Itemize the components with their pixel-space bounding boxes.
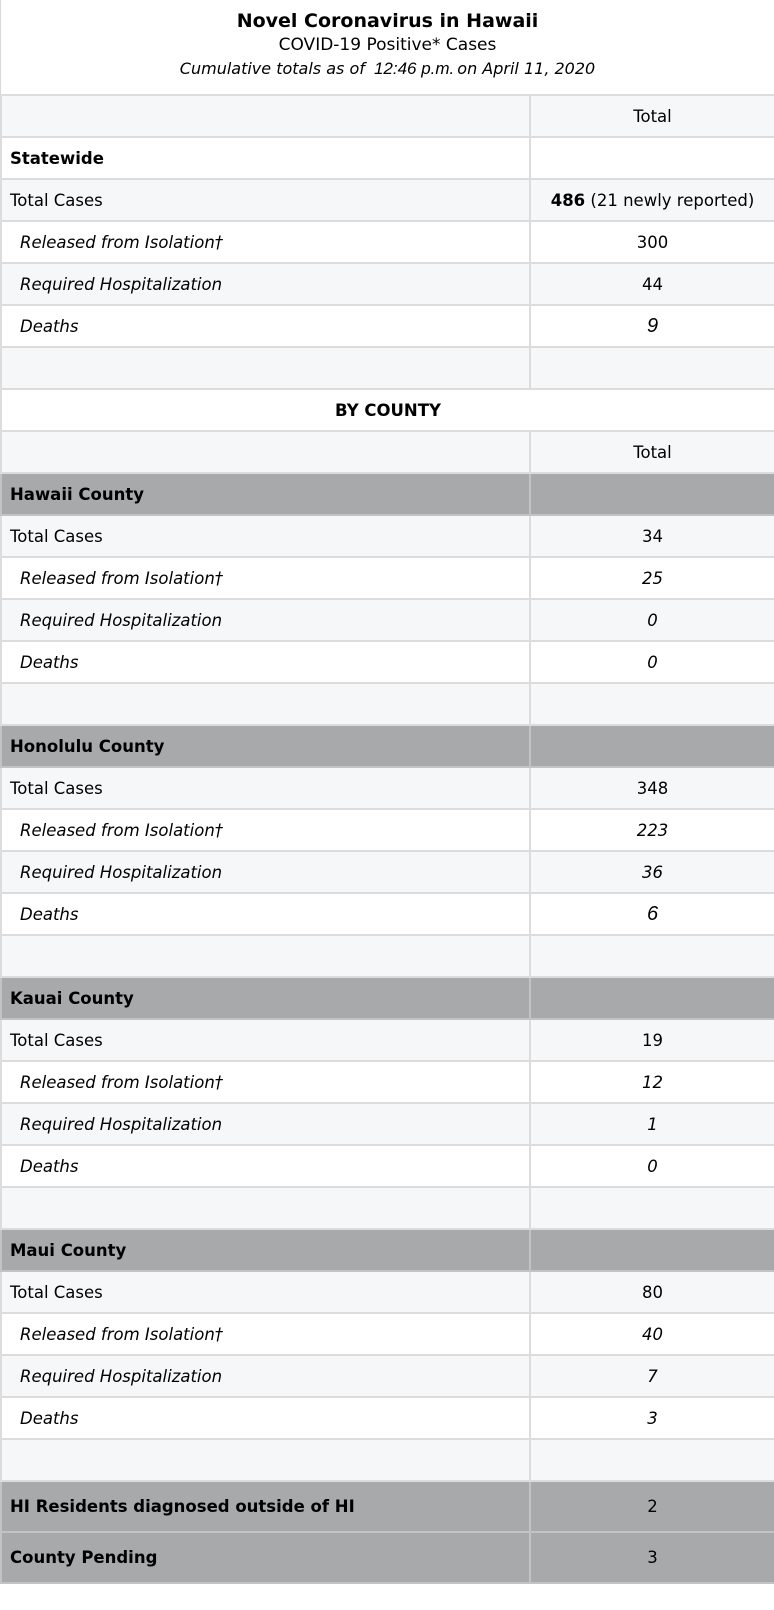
empty-cell: [1, 683, 530, 725]
report-date: on April 11, 2020: [457, 59, 596, 78]
empty-cell: [1, 935, 530, 977]
statewide-total-cases-row: [1, 179, 774, 221]
county-hospitalized-row: [1, 1355, 774, 1397]
county-deaths-value: 0: [530, 641, 774, 683]
row-label: Released from Isolation†: [1, 557, 530, 599]
county-deaths-value: 0: [530, 1145, 774, 1187]
row-label: Released from Isolation†: [1, 809, 530, 851]
county-hospitalized-row: [1, 599, 774, 641]
newly-reported-note: (21 newly reported): [590, 190, 755, 210]
summary-value: 2: [530, 1481, 774, 1532]
report-subtitle: COVID-19 Positive* Cases: [278, 35, 497, 55]
spacer-row: [1, 1187, 774, 1229]
statewide-released-value: 300: [530, 221, 774, 263]
empty-cell: [1, 1187, 530, 1229]
county-deaths-row: [1, 1397, 774, 1439]
county-total-cases-value: 19: [530, 1019, 774, 1061]
county-deaths-row: [1, 1145, 774, 1187]
spacer-row: [1, 935, 774, 977]
empty-cell: [530, 1439, 774, 1481]
row-label: Deaths: [1, 1145, 530, 1187]
header-label-cell: [1, 95, 530, 137]
empty-cell: [530, 725, 774, 767]
county-deaths-value: 3: [530, 1397, 774, 1439]
county-sections: [1, 473, 774, 1481]
row-label: Total Cases: [1, 1271, 530, 1313]
county-hospitalized-value: 36: [530, 851, 774, 893]
county-hospitalized-row: [1, 851, 774, 893]
empty-cell: [530, 977, 774, 1019]
summary-section: [1, 1481, 774, 1583]
report-header: [0, 0, 774, 94]
county-hospitalized-value: 7: [530, 1355, 774, 1397]
row-label: Released from Isolation†: [1, 1061, 530, 1103]
row-label: Required Hospitalization: [1, 1355, 530, 1397]
row-label: Required Hospitalization: [1, 263, 530, 305]
county-name: Maui County: [1, 1229, 530, 1271]
county-name: Kauai County: [1, 977, 530, 1019]
county-name: Honolulu County: [1, 725, 530, 767]
county-released-row: [1, 557, 774, 599]
row-label: Required Hospitalization: [1, 851, 530, 893]
summary-label: HI Residents diagnosed outside of HI: [1, 1481, 530, 1532]
summary-row: [1, 1481, 774, 1532]
empty-cell: [530, 683, 774, 725]
empty-cell: [530, 935, 774, 977]
county-total-cases-value: 80: [530, 1271, 774, 1313]
county-released-row: [1, 1061, 774, 1103]
statewide-hospitalized-value: 44: [530, 263, 774, 305]
row-label: Deaths: [1, 1397, 530, 1439]
statewide-deaths-value: 9: [530, 305, 774, 347]
report-title: Novel Coronavirus in Hawaii: [236, 10, 539, 32]
county-total-cases-row: [1, 1019, 774, 1061]
statewide-total-cases-value: [530, 179, 774, 221]
county-hospitalized-value: 0: [530, 599, 774, 641]
empty-cell: [530, 1187, 774, 1229]
summary-label: County Pending: [1, 1532, 530, 1583]
county-name-row: [1, 725, 774, 767]
empty-cell: [1, 1439, 530, 1481]
county-total-cases-row: [1, 515, 774, 557]
cumulative-prefix: Cumulative totals as of: [179, 59, 365, 78]
county-name: Hawaii County: [1, 473, 530, 515]
summary-value: 3: [530, 1532, 774, 1583]
by-county-heading-row: [1, 389, 774, 431]
statewide-hospitalized-row: [1, 263, 774, 305]
report-time: 12:46 p.m.: [373, 59, 455, 78]
county-column-header-row: [1, 431, 774, 473]
statewide-label: Statewide: [1, 137, 530, 179]
table-header-row: [1, 95, 774, 137]
county-total-cases-value: 348: [530, 767, 774, 809]
row-label: Total Cases: [1, 1019, 530, 1061]
empty-cell: [530, 1229, 774, 1271]
cases-table: [0, 94, 774, 1584]
statewide-section-row: [1, 137, 774, 179]
empty-cell: [530, 137, 774, 179]
county-name-row: [1, 473, 774, 515]
county-released-value: 25: [530, 557, 774, 599]
total-cases-number: 486: [550, 190, 586, 210]
county-total-cases-value: 34: [530, 515, 774, 557]
column-header-total: Total: [530, 431, 774, 473]
county-total-cases-row: [1, 1271, 774, 1313]
county-deaths-value: 6: [530, 893, 774, 935]
column-header-total: Total: [530, 95, 774, 137]
row-label: Total Cases: [1, 515, 530, 557]
row-label: Total Cases: [1, 767, 530, 809]
county-released-row: [1, 809, 774, 851]
row-label: Total Cases: [1, 179, 530, 221]
summary-row: [1, 1532, 774, 1583]
row-label: Deaths: [1, 893, 530, 935]
report-timestamp: [1, 57, 774, 81]
spacer-row: [1, 1439, 774, 1481]
county-name-row: [1, 1229, 774, 1271]
county-released-value: 40: [530, 1313, 774, 1355]
row-label: Deaths: [1, 305, 530, 347]
county-total-cases-row: [1, 767, 774, 809]
row-label: Required Hospitalization: [1, 599, 530, 641]
county-deaths-row: [1, 893, 774, 935]
county-released-row: [1, 1313, 774, 1355]
row-label: Released from Isolation†: [1, 221, 530, 263]
row-label: Required Hospitalization: [1, 1103, 530, 1145]
statewide-deaths-row: [1, 305, 774, 347]
by-county-heading: BY COUNTY: [1, 389, 774, 431]
row-label: Deaths: [1, 641, 530, 683]
statewide-released-row: [1, 221, 774, 263]
empty-cell: [530, 473, 774, 515]
spacer-row: [1, 683, 774, 725]
county-hospitalized-row: [1, 1103, 774, 1145]
county-deaths-row: [1, 641, 774, 683]
row-label: Released from Isolation†: [1, 1313, 530, 1355]
spacer-row: [1, 347, 774, 389]
county-released-value: 12: [530, 1061, 774, 1103]
county-released-value: 223: [530, 809, 774, 851]
county-name-row: [1, 977, 774, 1019]
county-hospitalized-value: 1: [530, 1103, 774, 1145]
